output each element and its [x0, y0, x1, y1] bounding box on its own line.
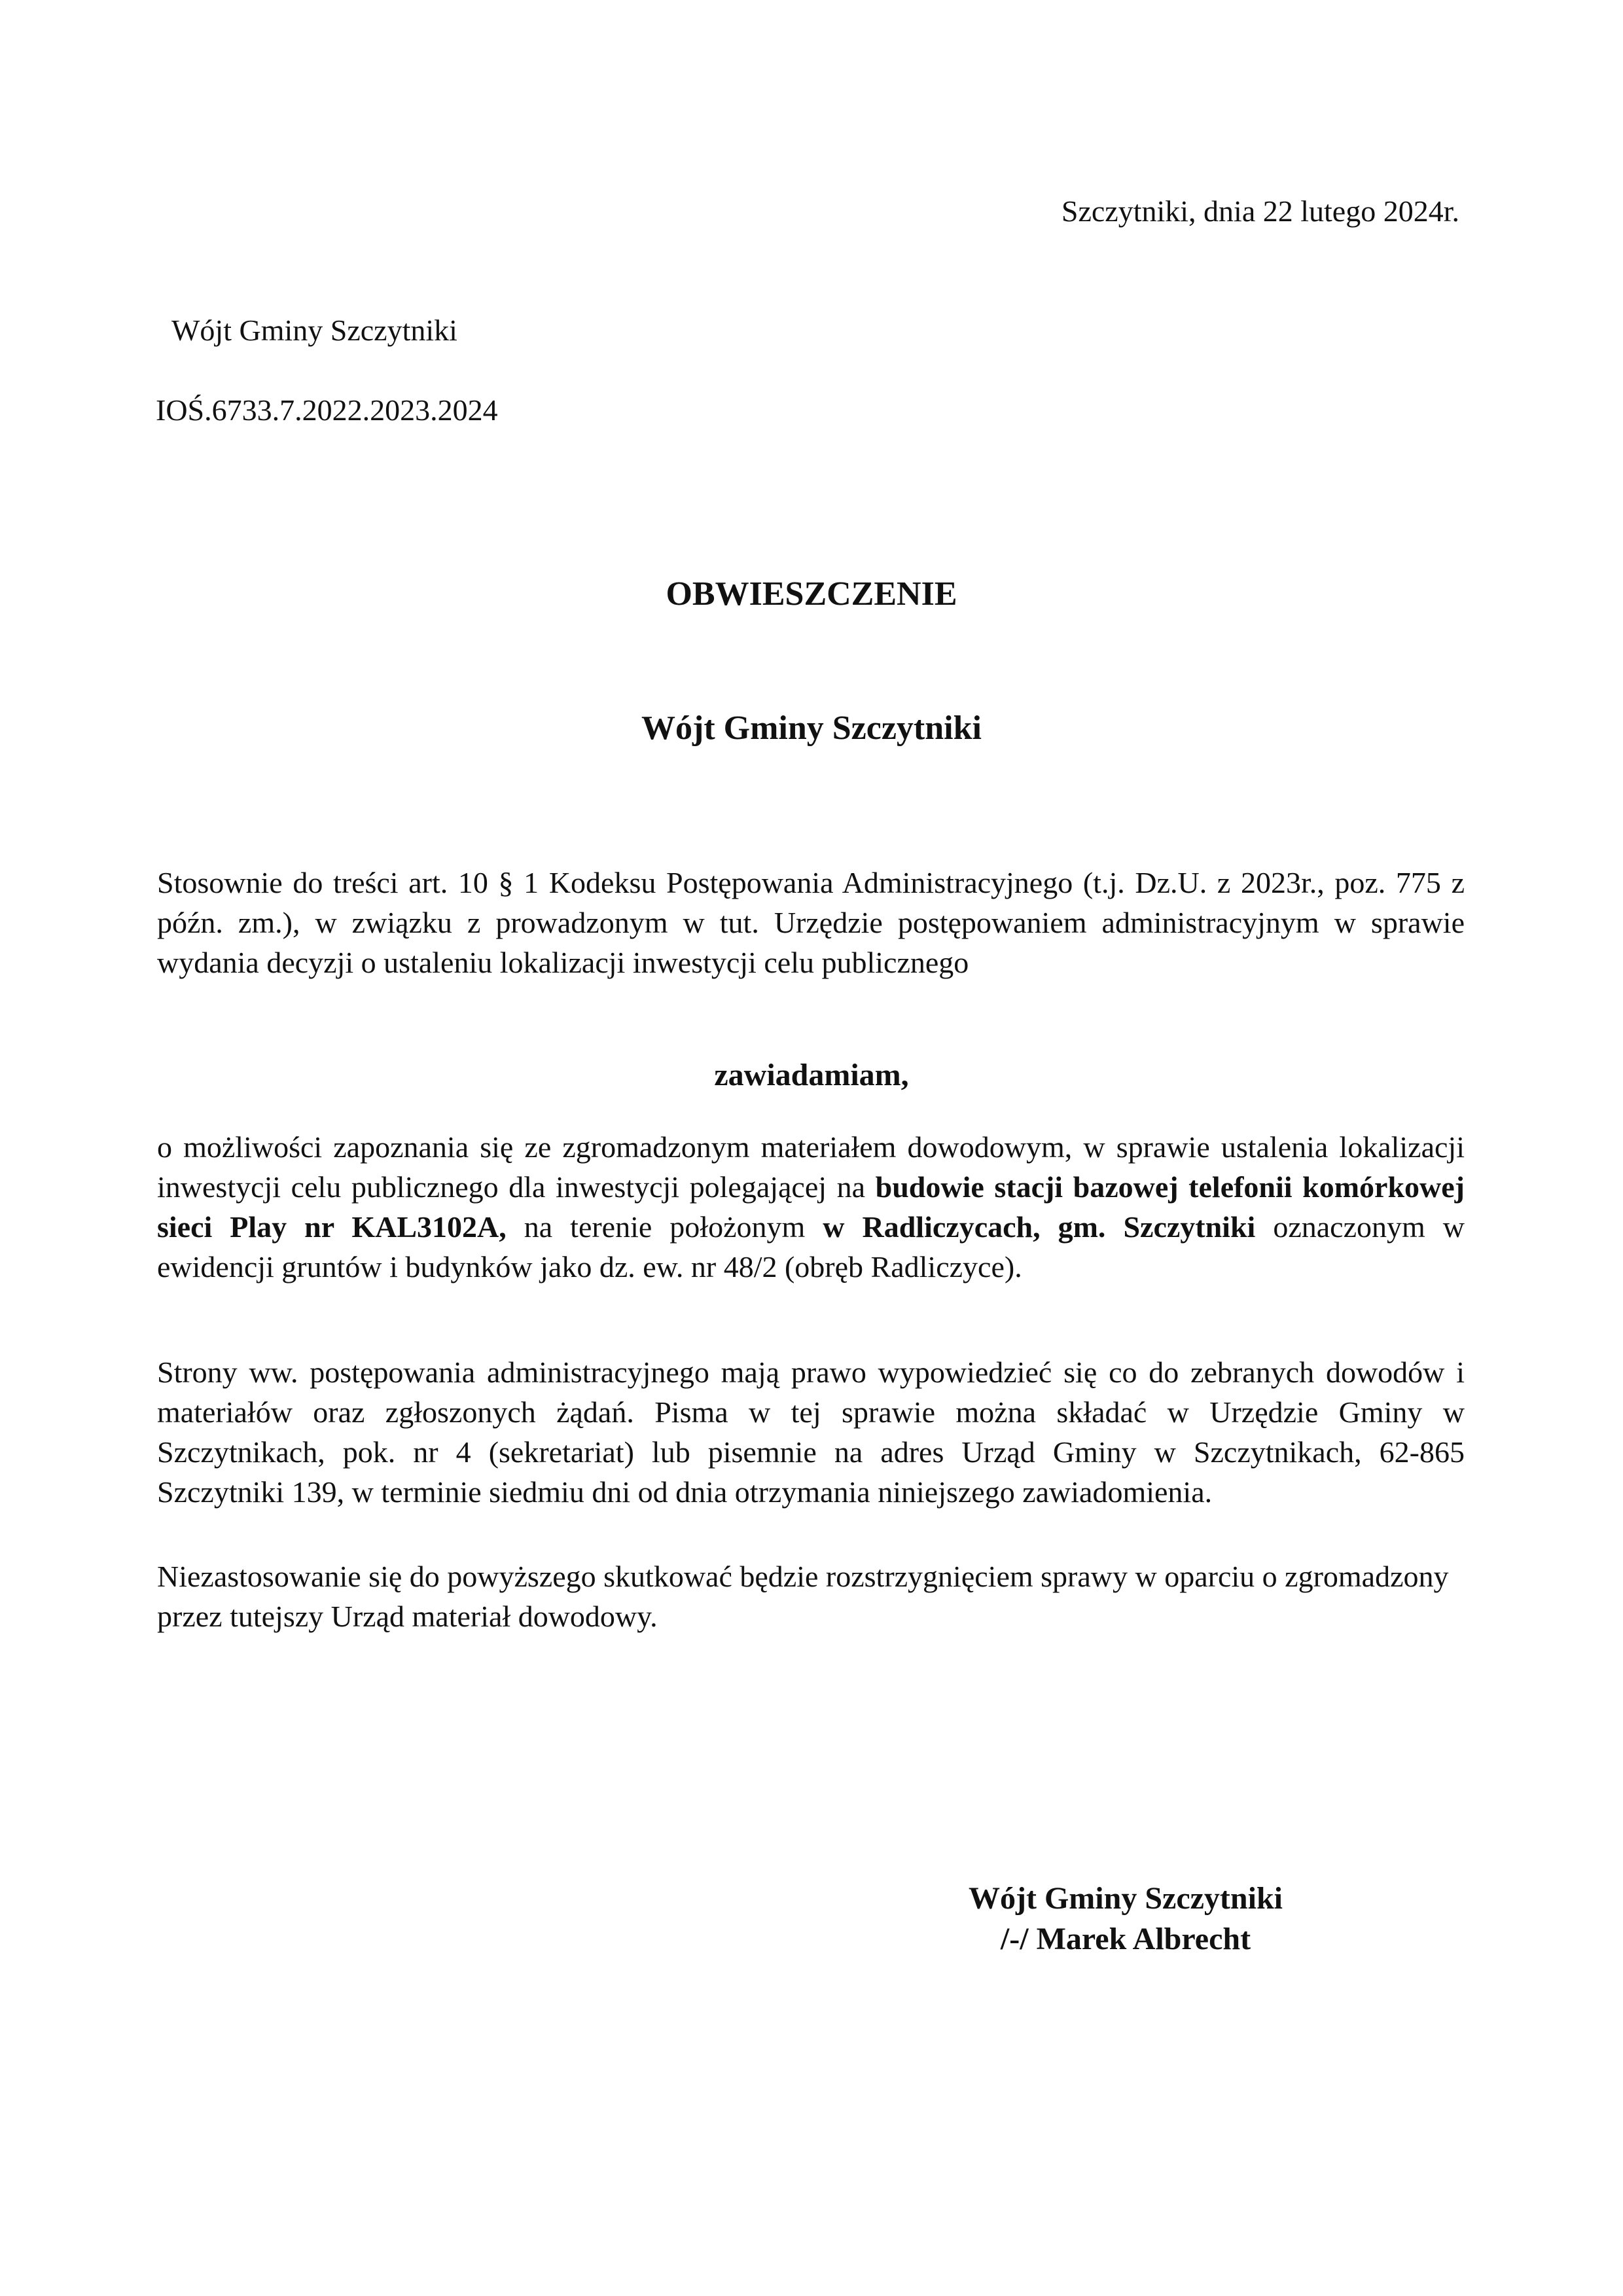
- document-title: OBWIESZCZENIE: [666, 575, 957, 613]
- paragraph-notification-text-3: oznaczonym w ewidencji gruntów i budynków jako dz. ew. nr 48/2 (obręb Radliczyce).: [157, 1210, 1465, 1283]
- investment-description: budowie stacji bazowej telefonii komórkowej sieci Play nr KAL3102A,: [157, 1170, 1465, 1244]
- signature-block: [942, 1878, 1309, 1960]
- document-subtitle: Wójt Gminy Szczytniki: [641, 709, 982, 747]
- paragraph-legal-basis: Stosownie do treści art. 10 § 1 Kodeksu Postępowania Administracyjnego (t.j. Dz.U. z 2023r., poz. 775 z późn. zm.), w związku z prowadzonym w tut. Urzędzie postępowaniem administracyjnym w sprawie wydania decyzji o ustaleniu lokalizacji inwestycji celu publicznego: [157, 866, 1465, 979]
- paragraph-notification: [157, 1127, 1465, 1287]
- paragraph-notification-text-2: na terenie położonym: [506, 1210, 823, 1244]
- signature-name: /-/ Marek Albrecht: [1000, 1922, 1251, 1956]
- sender-name: Wójt Gminy Szczytniki: [171, 314, 457, 347]
- reference-number: IOŚ.6733.7.2022.2023.2024: [156, 393, 498, 427]
- date-line: Szczytniki, dnia 22 lutego 2024r.: [1061, 194, 1459, 228]
- paragraph-consequences: Niezastosowanie się do powyższego skutkować będzie rozstrzygnięciem sprawy w oparciu o zgromadzony przez tutejszy Urząd materiał dowodowy.: [157, 1560, 1449, 1633]
- paragraph-parties-rights: Strony ww. postępowania administracyjnego mają prawo wypowiedzieć się co do zebranych dowodów i materiałów oraz zgłoszonych żądań. Pisma w tej sprawie można składać w Urzędzie Gminy w Szczytnikach, pok. nr 4 (sekretariat) lub pisemnie na adres Urząd Gminy w Szczytnikach, 62-865 Szczytniki 139, w terminie siedmiu dni od dnia otrzymania niniejszego zawiadomienia.: [157, 1355, 1465, 1509]
- announcement-word: zawiadamiam,: [714, 1058, 909, 1092]
- paragraph-notification-text-1: o możliwości zapoznania się ze zgromadzonym materiałem dowodowym, w sprawie ustalenia lokalizacji inwestycji celu publicznego dla inwestycji polegającej na: [157, 1130, 1465, 1204]
- signature-title: Wójt Gminy Szczytniki: [969, 1881, 1283, 1916]
- investment-location: w Radliczycach, gm. Szczytniki: [823, 1210, 1256, 1244]
